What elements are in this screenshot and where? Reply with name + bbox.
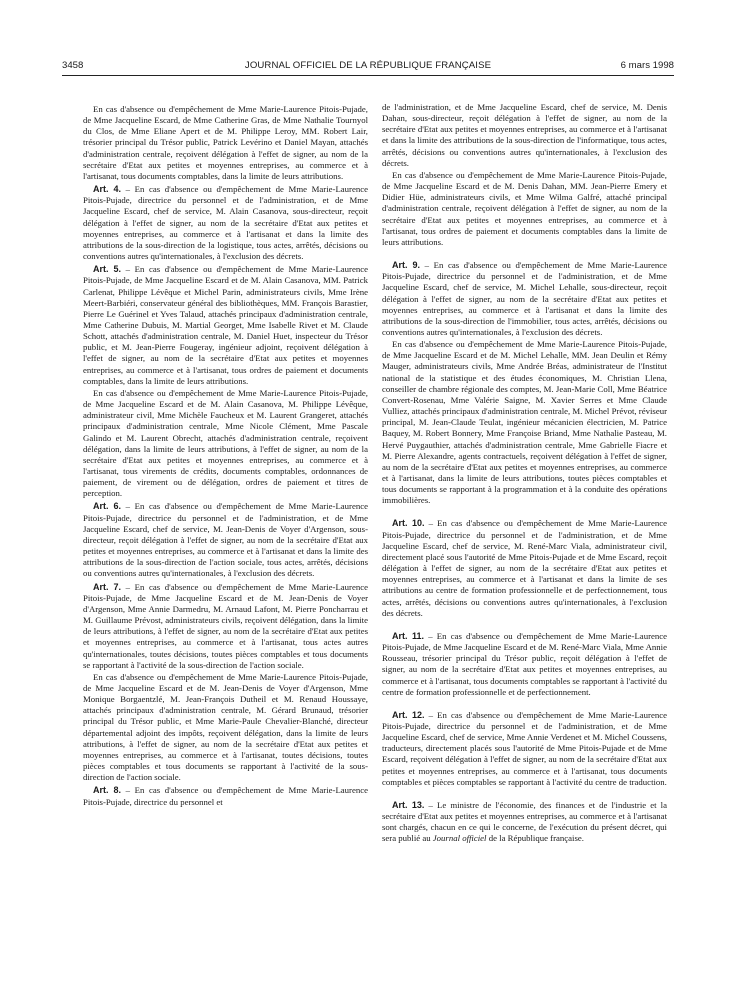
article-text: – En cas d'absence ou d'empêchement de Mme Marie-Laurence Pitois-Pujade, directrice du personnel et de l'administration, et de Mme Jacqueline Escard, chef de service, Mme Annie Verdenet et M. Michel Coussens, traducteurs, directement placés sous l'autorité de Mme Pitois-Pujade et de Mme Escard, reçoivent délégation à l'effet de signer, au nom de la secrétaire d'Etat aux petites et moyennes entreprises, au commerce et à l'artisanat, tous documents comptables et pièces comptables se rapportant à l'activité du centre de traduction. (382, 709, 667, 787)
article-text: – En cas d'absence ou d'empêchement de Mme Marie-Laurence Pitois-Pujade, directrice du personnel et de l'administration, et de Mme Jacqueline Escard, chef de service, M. Jean-Denis de Voyer d'Argenson, sous-directeur, reçoit délégation à l'effet de signer, au nom de la secrétaire d'Etat aux petites et moyennes entreprises, au commerce et à l'artisanat et dans la limite des attributions de la sous-direction de l'action sociale, tous actes, arrêtés, décisions ou conventions autres qu'internationales, à l'exclusion des décrets. (83, 501, 368, 579)
article-label: Art. 4. (93, 184, 121, 195)
issue-date: 6 mars 1998 (620, 60, 674, 71)
article-13 (382, 800, 667, 845)
article-7 (83, 582, 368, 671)
journal-title: JOURNAL OFFICIEL DE LA RÉPUBLIQUE FRANÇAISE (244, 60, 492, 71)
article-label: Art. 5. (93, 264, 121, 275)
paragraph: En cas d'absence ou d'empêchement de Mme Marie-Laurence Pitois-Pujade, de Mme Jacqueline Escard et de M. Denis Dahan, MM. Jean-Pierre Emery et Didier Hüe, administrateurs civils, et Mme Wilma Galfré, attaché principal d'administration centrale, reçoivent délégation à l'effet de signer, au nom de la secrétaire d'Etat aux petites et moyennes entreprises, au commerce et à l'artisanat, tous ordres de paiement et documents comptables dans la limite de leurs attributions. (382, 169, 667, 247)
article-10 (382, 518, 667, 618)
article-label: Art. 7. (93, 581, 121, 592)
article-text: – En cas d'absence ou d'empêchement de Mme Marie-Laurence Pitois-Pujade, de Mme Jacqueline Escard et de M. René-Marc Viala, Mme Annie Rousseau, trésorier principal du Trésor public, reçoit délégation à l'effet de signer, au nom de la secrétaire d'Etat aux petites et moyennes entreprises, au commerce et à l'artisanat, tous documents comptables se rapportant à l'activité du centre de formation professionnelle et de perfectionnement. (382, 630, 668, 697)
article-9 (382, 260, 667, 338)
article-4 (83, 184, 368, 262)
right-column (382, 102, 667, 846)
article-text: – En cas d'absence ou d'empêchement de Mme Marie-Laurence Pitois-Pujade, directrice du personnel et de l'administration, et de Mme Jacqueline Escard, chef de service, M. Alain Casanova, sous-directeur, reçoit délégation à l'effet de signer, au nom de la secrétaire d'Etat aux petites et moyennes entreprises, au commerce et à l'artisanat et dans la limite des attributions de la sous-direction de la logistique, tous actes, arrêtés, décisions ou conventions autres qu'internationales, à l'exclusion des décrets. (83, 184, 368, 262)
article-text: – En cas d'absence ou d'empêchement de Mme Marie-Laurence Pitois-Pujade, de Mme Jacqueline Escard et de M. Alain Casanova, MM. Patrick Carlenat, Philippe Lévêque et Michel Parin, administrateurs civils, Mme Irène Meert-Barbiéri, conservateur général des bibliothèques, MM. François Barastier, Pierre Le Guérinel et Yves Talaud, attachés principaux d'administration centrale, Mme Catherine Dubuis, M. Martial Georget, Mme Isabelle Rivet et M. Claude Schott, attachés d'administration centrale, M. Daniel Huet, inspecteur du Trésor public, et M. Jean-Pierre Fougeray, ingénieur adjoint, reçoivent délégation à l'effet de signer, au nom de la secrétaire d'Etat aux petites et moyennes entreprises, au commerce et à l'artisanat, tous ordres de paiement et documents comptables, dans la limite de leurs attributions. (83, 264, 368, 386)
article-label: Art. 12. (392, 709, 425, 720)
header-rule (62, 75, 674, 76)
article-text-end: de la République française. (486, 833, 584, 844)
article-8 (83, 785, 368, 807)
paragraph: de l'administration, et de Mme Jacqueline Escard, chef de service, M. Denis Dahan, sous-directeur, reçoit délégation à l'effet de signer, au nom de la secrétaire d'Etat aux petites et moyennes entreprises, au commerce et à l'artisanat et dans la limite des attributions de la sous-direction de l'informatique, tous actes, arrêtés, décisions ou conventions autres qu'internationales, à l'exclusion des décrets. (382, 102, 667, 168)
article-label: Art. 9. (392, 260, 420, 271)
article-text: – En cas d'absence ou d'empêchement de Mme Marie-Laurence Pitois-Pujade, de Mme Jacqueline Escard et de M. Jean-Denis de Voyer d'Argenson, Mme Annie Darmedru, M. Arnaud Lafont, M. Pierre Poncharrau et M. Guillaume Prévost, administrateurs civils, reçoivent délégation, dans la limite de leurs attributions, à l'effet de signer, au nom de la secrétaire d'Etat aux petites et moyennes entreprises, au commerce et à l'artisanat, tous actes autres qu'internationales, toutes décisions, toutes pièces comptables et tous documents se rapportant à l'activité de la sous-direction de l'action sociale. (83, 581, 368, 670)
article-text: – Le ministre de l'économie, des finances et de l'industrie et la secrétaire d'Etat aux petites et moyennes entreprises, au commerce et à l'artisanat sont chargés, chacun en ce qui le concerne, de l'exécution du présent décret, qui sera publié au (382, 799, 667, 844)
page-number: 3458 (62, 60, 84, 71)
article-label: Art. 8. (93, 785, 121, 796)
paragraph: En cas d'absence ou d'empêchement de Mme Marie-Laurence Pitois-Pujade, de Mme Jacqueline Escard et de M. Michel Lehalle, MM. Jean Deulin et Rémy Mauger, administrateurs civils, Mme Andrée Bréas, administrateur de l'Institut national de la statistique et des études économiques, M. Christian Llena, conseiller de chambre régionale des comptes, M. Jean-Marie Coll, Mme Béatrice Convert-Rosenau, Mme Valérie Saigne, M. Xavier Serres et Mme Claude Vulliez, attachés principaux d'administration centrale, M. Michel Prévot, réviseur principal, M. Jean-Claude Teulat, ingénieur mécanicien électricien, M. Patrice Baquey, M. Robert Bonnery, Mme Françoise Briand, Mme Nathalie Pasteau, M. Hervé Puygauthier, attachés d'administration centrale, Mme Gabrielle Fiacre et M. Pierre Alexandre, agents contractuels, reçoivent délégation à l'effet de signer, au nom de la secrétaire d'Etat aux petites et moyennes entreprises, au commerce et à l'artisanat, dans la limite de leurs attributions, toutes pièces comptables et tous documents se rapportant à la programmation et à la conduite des opérations immobilières. (382, 339, 667, 506)
left-column (83, 104, 368, 809)
article-11 (382, 631, 667, 698)
article-text: – En cas d'absence ou d'empêchement de Mme Marie-Laurence Pitois-Pujade, directrice du personnel et de l'administration, et de Mme Jacqueline Escard, chef de service, M. René-Marc Viala, administrateur civil, directement placé sous l'autorité de Mme Pitois-Pujade et de Mme Escard, reçoit délégation à l'effet de signer, au nom de la secrétaire d'Etat aux petites et moyennes entreprises, au commerce et à l'artisanat et dans la limite de ses attributions au centre de formation professionnelle et de perfectionnement, tous actes, arrêtés, décisions ou conventions autres qu'internationales, à l'exclusion des décrets. (382, 518, 667, 618)
article-text: – En cas d'absence ou d'empêchement de Mme Marie-Laurence Pitois-Pujade, directrice du personnel et (83, 785, 368, 807)
article-5 (83, 264, 368, 387)
paragraph: En cas d'absence ou d'empêchement de Mme Marie-Laurence Pitois-Pujade, de Mme Jacqueline Escard et de M. Alain Casanova, M. Philippe Lévêque, administrateur civil, Mme Michèle Faucheux et M. Laurent Grangeret, attachés principaux d'administration centrale, Mme Nicole Clément, Mme Pascale Galindo et M. Laurent Obrecht, attachés d'administration centrale, reçoivent délégation, dans la limite de leurs attributions, à l'effet de signer, au nom de la secrétaire d'Etat aux petites et moyennes entreprises, au commerce et à l'artisanat, tous virements de crédits, documents comptables, ordonnances de paiement, de virement ou de délégation, ordres de paiement et titres de perception. (83, 387, 368, 499)
page-header (62, 60, 674, 74)
article-label: Art. 13. (392, 799, 425, 810)
article-label: Art. 10. (392, 518, 425, 529)
paragraph: En cas d'absence ou d'empêchement de Mme Marie-Laurence Pitois-Pujade, de Mme Jacqueline Escard et de M. Jean-Denis de Voyer d'Argenson, Mme Monique Borgaentzlé, M. Jean-François Dutheil et M. Renaud Houssaye, attachés principaux d'administration centrale, M. Gérard Brunaud, trésorier principal du Trésor public, et Mme Marie-Paule Chevalier-Blanché, directeur départemental adjoint des impôts, reçoivent délégation, dans la limite de leurs attributions, à l'effet de signer, au nom de la secrétaire d'Etat aux petites et moyennes entreprises, au commerce et à l'artisanat, toutes décisions, toutes pièces comptables et tous documents se rapportant à l'activité de la sous-direction de l'action sociale. (83, 671, 368, 783)
article-label: Art. 11. (392, 630, 425, 641)
article-12 (382, 710, 667, 788)
paragraph: En cas d'absence ou d'empêchement de Mme Marie-Laurence Pitois-Pujade, de Mme Jacqueline Escard, de Mme Catherine Gras, de Mme Nathalie Tournyol du Clos, de Mme Eliane Apert et de M. Philippe Leroy, MM. Robert Lair, trésorier principal du Trésor public, Patrick Levérino et Daniel Mayan, attachés d'administration centrale, reçoivent délégation à l'effet de signer, au nom de la secrétaire d'Etat aux petites et moyennes entreprises, au commerce et à l'artisanat, tous documents comptables, dans la limite de leurs attributions. (83, 104, 368, 181)
article-6 (83, 501, 368, 579)
article-label: Art. 6. (93, 501, 121, 512)
article-text: – En cas d'absence ou d'empêchement de Mme Marie-Laurence Pitois-Pujade, directrice du personnel et de l'administration, et de Mme Jacqueline Escard, chef de service, M. Michel Lehalle, sous-directeur, reçoit délégation à l'effet de signer, au nom de la secrétaire d'Etat aux petites et moyennes entreprises, au commerce et à l'artisanat et dans la limite des attributions de la sous-direction de l'immobilier, tous actes, arrêtés, décisions ou conventions autres qu'internationales, à l'exclusion des décrets. (382, 260, 667, 337)
journal-name: Journal officiel (432, 833, 487, 844)
